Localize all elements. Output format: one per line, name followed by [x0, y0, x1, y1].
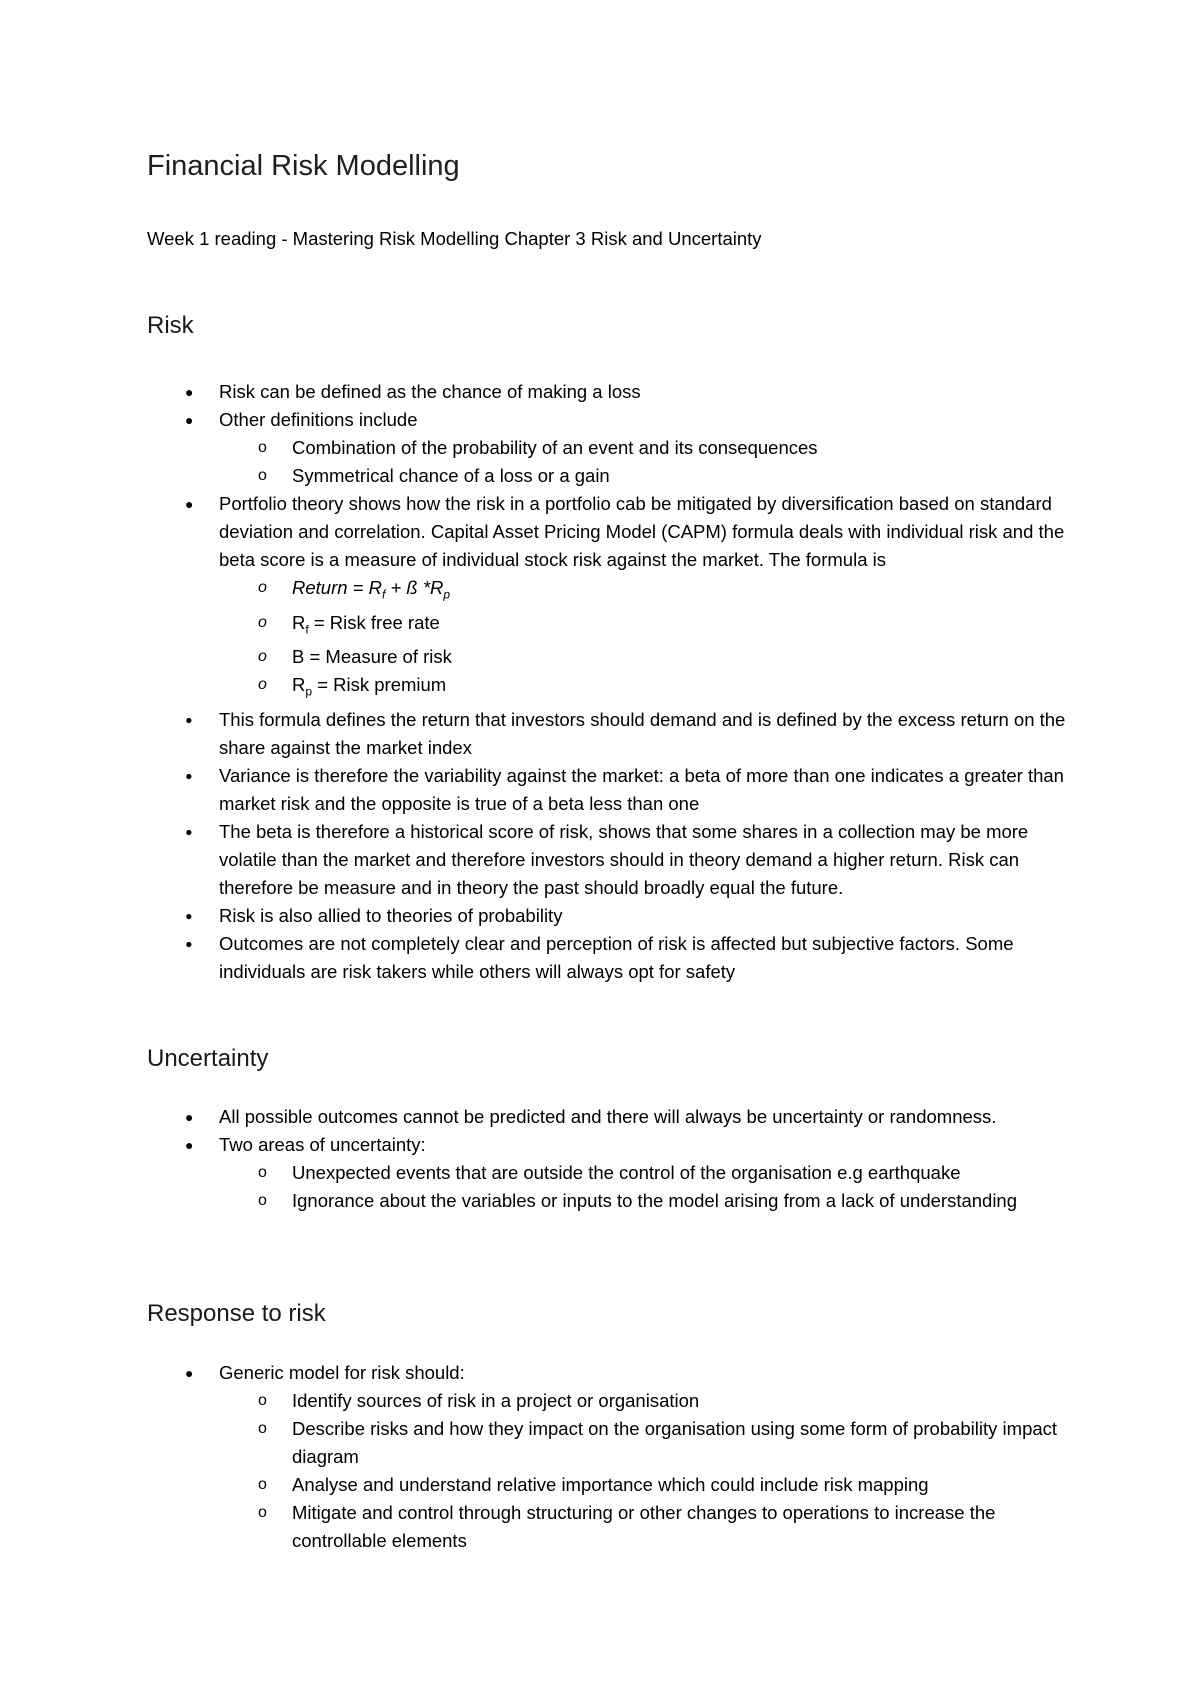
list-item: ● Outcomes are not completely clear and perception of risk is affected but subjective factors. Some individuals are risk takers while others will always opt for safety	[0, 930, 1071, 986]
bullet-icon: ●	[182, 936, 195, 952]
bullet-icon: o	[258, 676, 267, 694]
list-item: o Combination of the probability of an event and its consequences	[0, 434, 1071, 462]
bullet-icon: o	[258, 1420, 267, 1437]
list-item: ● The beta is therefore a historical score of risk, shows that some shares in a collection may be more volatile than the market and therefore investors should in theory demand a higher return. Risk can therefore be measure and in theory the past should broadly equal the future.	[0, 818, 1071, 902]
bullet-icon: o	[258, 579, 267, 596]
list-item: o Describe risks and how they impact on the organisation using some form of probability impact diagram	[0, 1415, 1071, 1471]
formula-item-b: o B = Measure of risk	[0, 643, 1071, 671]
bullet-icon: o	[258, 1392, 267, 1409]
list-item: ● Risk is also allied to theories of probability	[0, 902, 1071, 930]
list-item: ● All possible outcomes cannot be predicted and there will always be uncertainty or randomness.	[0, 1103, 1071, 1131]
formula-item-rf: o $R_f$ = Risk free rate	[0, 609, 1071, 644]
bullet-icon: o	[258, 439, 267, 456]
bullet-icon: ●	[185, 412, 194, 428]
list-item: o Mitigate and control through structuring or other changes to operations to increase the controllable elements	[0, 1499, 1071, 1555]
bullet-icon: o	[258, 648, 267, 666]
bullet-icon: o	[258, 1192, 267, 1209]
list-item: ● Portfolio theory shows how the risk in a portfolio cab be mitigated by diversification based on standard deviation and correlation. Capital Asset Pricing Model (CAPM) formula deals with individual risk and the beta score is a measure of individual stock risk against the market. The formula is	[0, 490, 1071, 574]
bullet-icon: ●	[185, 1109, 194, 1125]
list-item: o Unexpected events that are outside the control of the organisation e.g earthquake	[0, 1159, 1071, 1187]
bullet-icon: ●	[182, 908, 195, 924]
document-title: Financial Risk Modelling	[147, 150, 460, 182]
uncertainty-list	[0, 1103, 1071, 1215]
bullet-icon: ●	[182, 824, 195, 840]
list-item: ● This formula defines the return that investors should demand and is defined by the excess return on the share against the market index	[0, 706, 1071, 762]
list-item: o Analyse and understand relative importance which could include risk mapping	[0, 1471, 1071, 1499]
section-heading-response: Response to risk	[147, 1300, 326, 1327]
section-heading-uncertainty: Uncertainty	[147, 1045, 269, 1072]
bullet-icon: o	[258, 1164, 267, 1181]
bullet-icon: ●	[182, 712, 195, 728]
risk-list	[0, 378, 1071, 986]
list-item: o Symmetrical chance of a loss or a gain	[0, 462, 1071, 490]
list-item: ● Generic model for risk should:	[0, 1359, 1071, 1387]
list-item: o Ignorance about the variables or inputs to the model arising from a lack of understanding	[0, 1187, 1071, 1215]
bullet-icon: ●	[185, 1137, 194, 1153]
bullet-icon: o	[258, 613, 267, 631]
list-item: ● Variance is therefore the variability against the market: a beta of more than one indicates a greater than market risk and the opposite is true of a beta less than one	[0, 762, 1071, 818]
formula-item-rp: o $R_p$ = Risk premium	[0, 671, 1071, 706]
list-item: o Identify sources of risk in a project or organisation	[0, 1387, 1071, 1415]
response-list	[0, 1359, 1071, 1555]
bullet-icon: ●	[185, 384, 194, 400]
section-heading-risk: Risk	[147, 312, 194, 339]
document-subtitle: Week 1 reading - Mastering Risk Modelling Chapter 3 Risk and Uncertainty	[147, 228, 762, 249]
list-item: ● Two areas of uncertainty:	[0, 1131, 1071, 1159]
bullet-icon: o	[258, 467, 267, 484]
list-item: ● Other definitions include	[0, 406, 1071, 434]
list-item: ● Risk can be defined as the chance of making a loss	[0, 378, 1071, 406]
bullet-icon: o	[258, 1476, 267, 1493]
bullet-icon: o	[258, 1504, 267, 1521]
bullet-icon: ●	[185, 496, 194, 512]
formula-item-return: o Return = $R_f$ + ß $*R_p$	[0, 574, 1071, 609]
bullet-icon: ●	[185, 1365, 194, 1381]
bullet-icon: ●	[182, 768, 195, 784]
